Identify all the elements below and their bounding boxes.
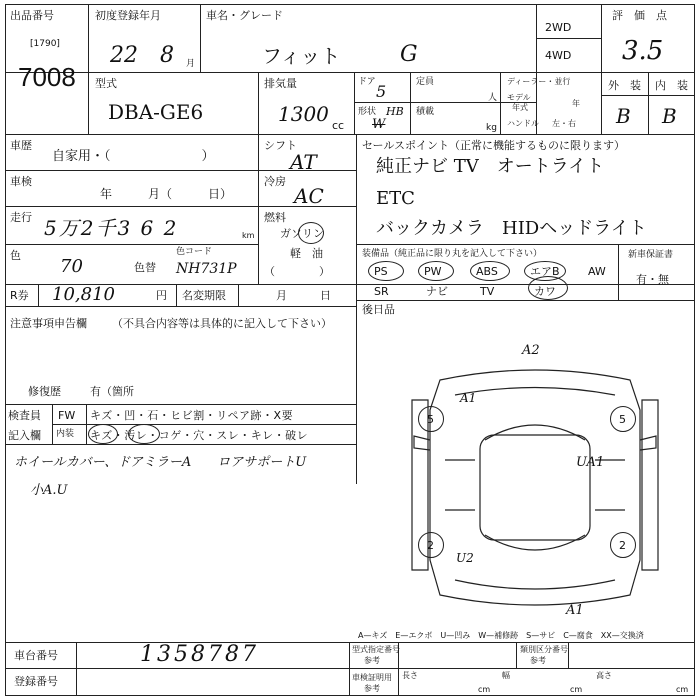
fuel-diesel: 軽 油 xyxy=(290,247,323,260)
equip-abs: ABS xyxy=(476,265,498,278)
repair-value: 有（箇所 xyxy=(90,385,134,398)
cert-sub: 参考 xyxy=(364,684,380,693)
height-label: 高さ xyxy=(596,671,612,680)
mileage-unit: km xyxy=(242,231,255,240)
nenshiki-label: 年式 xyxy=(512,103,528,112)
name-label: 車名・グレード xyxy=(206,9,283,22)
year-unit: 年 xyxy=(572,99,580,108)
dealer-label: ディーラー・並行 xyxy=(507,77,571,86)
shift-value: AT xyxy=(290,150,317,174)
drive-4wd: 4WD xyxy=(545,49,572,62)
shift-label: シフト xyxy=(264,139,297,152)
circle-pw xyxy=(418,261,454,281)
door-label: ドア xyxy=(358,77,376,87)
recycle-value: 10,810 xyxy=(52,284,115,305)
fuel-gas: ガソリン xyxy=(280,227,324,240)
shape-label: 形状 xyxy=(358,107,377,117)
lot-label: 出品番号 xyxy=(10,9,54,22)
height-unit: cm xyxy=(676,685,689,694)
legend: A—キズ E—エクボ U—凹み W—補修跡 S—サビ C—腐食 XX—交換済 xyxy=(358,631,644,640)
warranty-value: 有・無 xyxy=(636,273,669,286)
color-change-label: 色替 xyxy=(134,261,156,274)
car-damage-diagram xyxy=(400,340,670,630)
length-unit: cm xyxy=(478,685,491,694)
color-code-label: 色コード xyxy=(176,247,213,257)
equip-leather: カワ xyxy=(534,285,556,298)
lot-number: 7008 xyxy=(18,62,76,92)
history-value: 自家用・（ ） xyxy=(52,149,215,164)
drive-2wd: 2WD xyxy=(545,21,572,34)
inspection-value: 年 月（ 日） xyxy=(100,187,233,201)
handle-value: 左・右 xyxy=(552,119,576,128)
circle-leather xyxy=(528,276,568,300)
damage-a2-top: A2 xyxy=(522,343,540,358)
circle-ps xyxy=(368,261,404,281)
cert-label: 車検証明用 xyxy=(352,673,392,682)
disp-label: 排気量 xyxy=(264,77,297,90)
later-date-label: 後日品 xyxy=(362,303,395,316)
equip-aw: AW xyxy=(588,265,606,278)
model-label: 型式 xyxy=(95,77,117,90)
wheel-fl: 5 xyxy=(427,413,434,426)
width-unit: cm xyxy=(570,685,583,694)
fuel-label: 燃料 xyxy=(264,211,286,224)
equipment-label: 装備品（純正品に限り丸を記入して下さい） xyxy=(362,249,543,259)
equip-tv: TV xyxy=(480,285,495,298)
int-items: キズ・汚レ・コゲ・穴・スレ・キレ・破レ xyxy=(90,429,309,442)
remarks-line2: 小A.U xyxy=(30,483,68,498)
circle-abs xyxy=(470,261,510,281)
class-sub: 参考 xyxy=(530,656,546,665)
fuel-circle xyxy=(298,222,324,244)
sales-line1: 純正ナビ TV オートライト xyxy=(376,156,605,177)
door-value: 5 xyxy=(376,82,387,101)
inspector-label-2: 記入欄 xyxy=(8,429,41,442)
sales-line2: ETC xyxy=(376,188,415,209)
load-label: 積載 xyxy=(416,107,435,117)
class-label: 類別区分番号 xyxy=(520,645,568,654)
damage-a1-bottom: A1 xyxy=(566,603,584,618)
damage-a1-left: A1 xyxy=(460,391,477,405)
color-label: 色 xyxy=(10,249,21,262)
reg-label: 初度登録年月 xyxy=(95,9,161,22)
wheel-fr: 5 xyxy=(619,413,626,426)
ext-score: B xyxy=(616,104,631,128)
sales-label: セールスポイント（正常に機能するものに限ります） xyxy=(362,139,626,152)
type-ref-sub: 参考 xyxy=(364,656,380,665)
name-change-label: 名変期限 xyxy=(182,289,226,302)
int-label: 内 装 xyxy=(655,79,688,92)
ext-label: 外 装 xyxy=(608,79,641,92)
circle-int-yogore xyxy=(128,424,160,444)
name-change-value: 月 日 xyxy=(276,289,331,302)
model-year-label: モデル xyxy=(507,93,531,102)
wheel-rr: 2 xyxy=(619,539,626,552)
remarks-line1: ホイールカバー、ドアミラーA ロアサポートU xyxy=(14,455,307,470)
notes-hint: （不具合内容等は具体的に記入して下さい） xyxy=(112,317,332,330)
type-ref-label: 型式指定番号 xyxy=(352,645,400,654)
notes-label: 注意事項申告欄 xyxy=(10,317,87,330)
color-value: 70 xyxy=(60,256,83,277)
mileage-value: 5万2千3 6 2 xyxy=(44,216,179,240)
equip-navi: ナビ xyxy=(426,285,448,298)
ac-label: 冷房 xyxy=(264,175,286,188)
mileage-label: 走行 xyxy=(10,211,32,224)
damage-u2: U2 xyxy=(456,551,474,565)
chassis-label: 車台番号 xyxy=(14,649,58,662)
load-unit: kg xyxy=(486,123,497,133)
color-code: NH731P xyxy=(176,261,237,277)
reg-month: 8 xyxy=(160,43,174,68)
equip-sr: SR xyxy=(374,285,389,298)
capacity-label: 定員 xyxy=(416,77,435,87)
fw-items: キズ・凹・石・ヒビ割・リペア跡・X要 xyxy=(90,409,294,422)
reg-month-unit: 月 xyxy=(186,59,196,69)
inspection-label: 車検 xyxy=(10,175,32,188)
int-inspect-label: 内装 xyxy=(56,429,75,439)
score-value: 3.5 xyxy=(622,36,664,66)
capacity-unit: 人 xyxy=(488,93,498,103)
fw-label: FW xyxy=(58,409,76,422)
shape-value: HB xyxy=(386,105,404,118)
disp-unit: cc xyxy=(332,119,345,132)
recycle-unit: 円 xyxy=(156,289,167,302)
fuel-paren: （ ） xyxy=(264,265,330,278)
model-code: DBA-GE6 xyxy=(108,100,204,124)
equip-airbag: エアB xyxy=(530,265,560,278)
int-score: B xyxy=(662,104,677,128)
score-label: 評 価 点 xyxy=(612,9,667,22)
car-name: フィット xyxy=(262,44,341,68)
circle-int-kizu xyxy=(88,424,118,444)
grade: G xyxy=(400,42,418,67)
chassis-value: 1358787 xyxy=(140,642,259,667)
recycle-label: R券 xyxy=(10,289,29,302)
repair-label: 修復歴 xyxy=(28,385,61,398)
damage-ua1: UA1 xyxy=(576,455,605,470)
disp-value: 1300 xyxy=(278,102,329,126)
reg-year: 22 xyxy=(110,43,138,68)
reg-no-label: 登録番号 xyxy=(14,675,58,688)
wheel-rl: 2 xyxy=(427,539,434,552)
history-label: 車歴 xyxy=(10,139,32,152)
sales-line3: バックカメラ HIDヘッドライト xyxy=(376,218,647,239)
handle-label: ハンドル xyxy=(507,119,539,128)
warranty-label: 新車保証書 xyxy=(628,250,674,260)
inspector-label-1: 検査員 xyxy=(8,409,41,422)
equip-ps: PS xyxy=(374,265,388,278)
length-label: 長さ xyxy=(402,671,418,680)
equip-pw: PW xyxy=(424,265,442,278)
ac-value: AC xyxy=(294,184,324,208)
width-label: 幅 xyxy=(502,671,510,680)
lot-sub: [1790] xyxy=(30,39,60,49)
shape-strike: W xyxy=(372,117,386,132)
